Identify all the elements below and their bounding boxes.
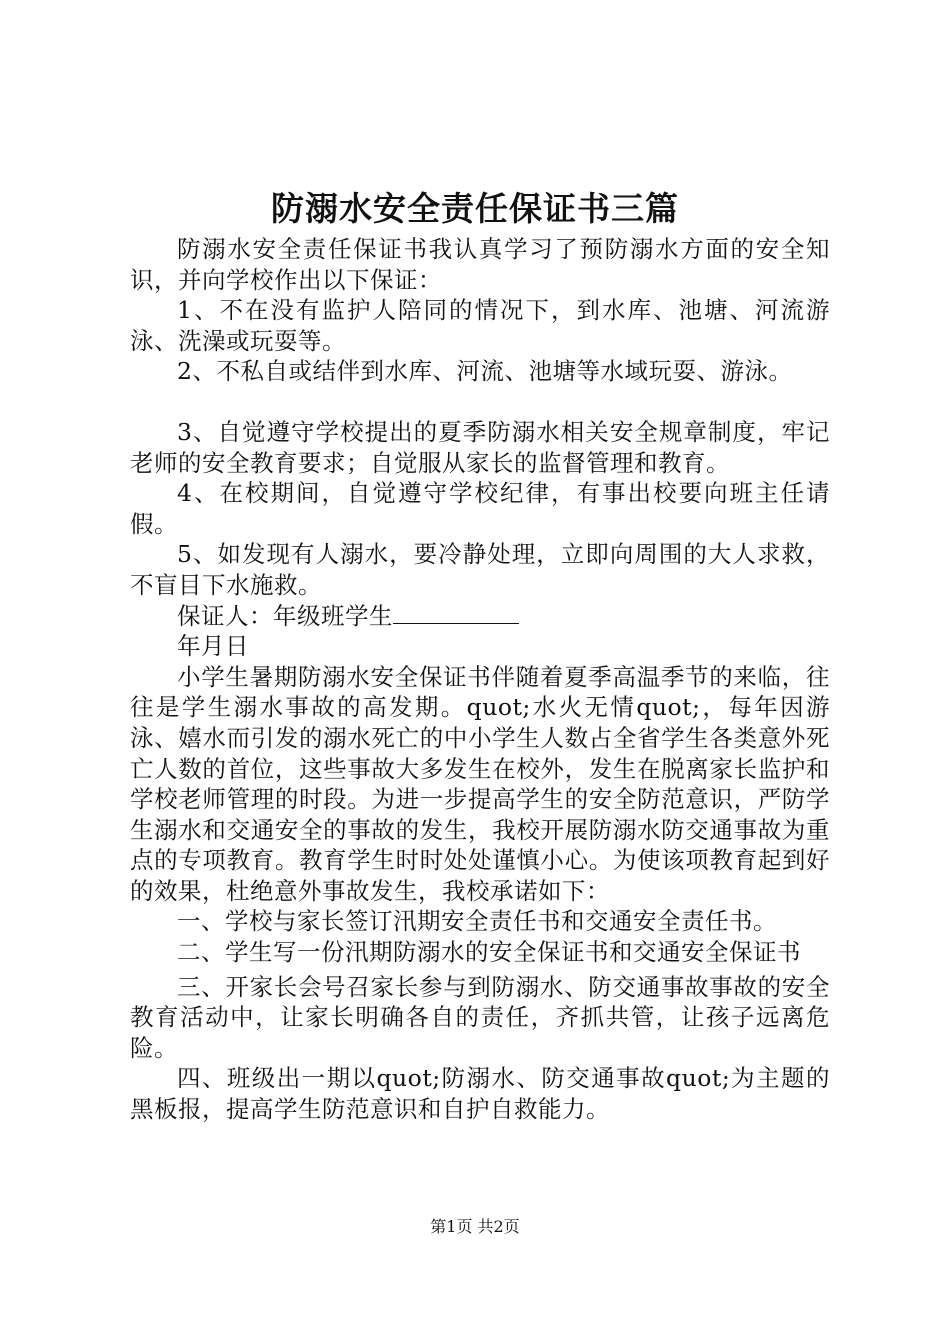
signature-label: 保证人：年级班学生 <box>177 601 393 630</box>
document-body <box>130 234 830 1125</box>
commitment-item-2: 二、学生写一份汛期防溺水的安全保证书和交通安全保证书 <box>177 938 801 967</box>
pledge-item-3: 3、自觉遵守学校提出的夏季防溺水相关安全规章制度，牢记老师的安全教育要求；自觉服从家长的监督管理和教育。 <box>130 417 830 477</box>
pledge-item-5: 5、如发现有人溺水，要冷静处理，立即向周围的大人求救，不盲目下水施救。 <box>130 540 830 599</box>
commitment-item-1: 一、学校与家长签订汛期安全责任书和交通安全责任书。 <box>177 907 777 936</box>
commitment-item-3: 三、开家长会号召家长参与到防溺水、防交通事故事故的安全教育活动中，让家长明确各自的责任，齐抓共管，让孩子远离危险。 <box>130 972 830 1062</box>
pledge-item-1: 1、不在没有监护人陪同的情况下，到水库、池塘、河流游泳、洗澡或玩耍等。 <box>130 296 830 355</box>
page-footer: 第1页 共2页 <box>430 1217 520 1236</box>
commitment-item-4: 四、班级出一期以quot;防溺水、防交通事故quot;为主题的黑板报，提高学生防范意识和自护自救能力。 <box>130 1064 830 1124</box>
document-title: 防溺水安全责任保证书三篇 <box>271 189 679 228</box>
signature-line <box>130 601 830 632</box>
intro-paragraph: 防溺水安全责任保证书我认真学习了预防溺水方面的安全知识，并向学校作出以下保证： <box>130 235 830 294</box>
date-line: 年月日 <box>177 632 249 661</box>
school-commitment-paragraph: 小学生暑期防溺水安全保证书伴随着夏季高温季节的来临，往往是学生溺水事故的高发期。quot;水火无情quot;，每年因游泳、嬉水而引发的溺水死亡的中小学生人数占全省学生各类意外死亡人数的首位，这些事故大多发生在校外，发生在脱离家长监护和学校老师管理的时段。为进一步提高学生的安全防范意识，严防学生溺水和交通安全的事故的发生，我校开展防溺水防交通事故为重点的专项教育。教育学生时时处处谨慎小心。为使该项教育起到好的效果，杜绝意外事故发生，我校承诺如下： <box>130 662 830 905</box>
signature-blank <box>393 605 519 624</box>
pledge-item-2: 2、不私自或结伴到水库、河流、池塘等水域玩耍、游泳。 <box>177 357 793 386</box>
pledge-item-4: 4、在校期间，自觉遵守学校纪律，有事出校要向班主任请假。 <box>130 479 830 538</box>
